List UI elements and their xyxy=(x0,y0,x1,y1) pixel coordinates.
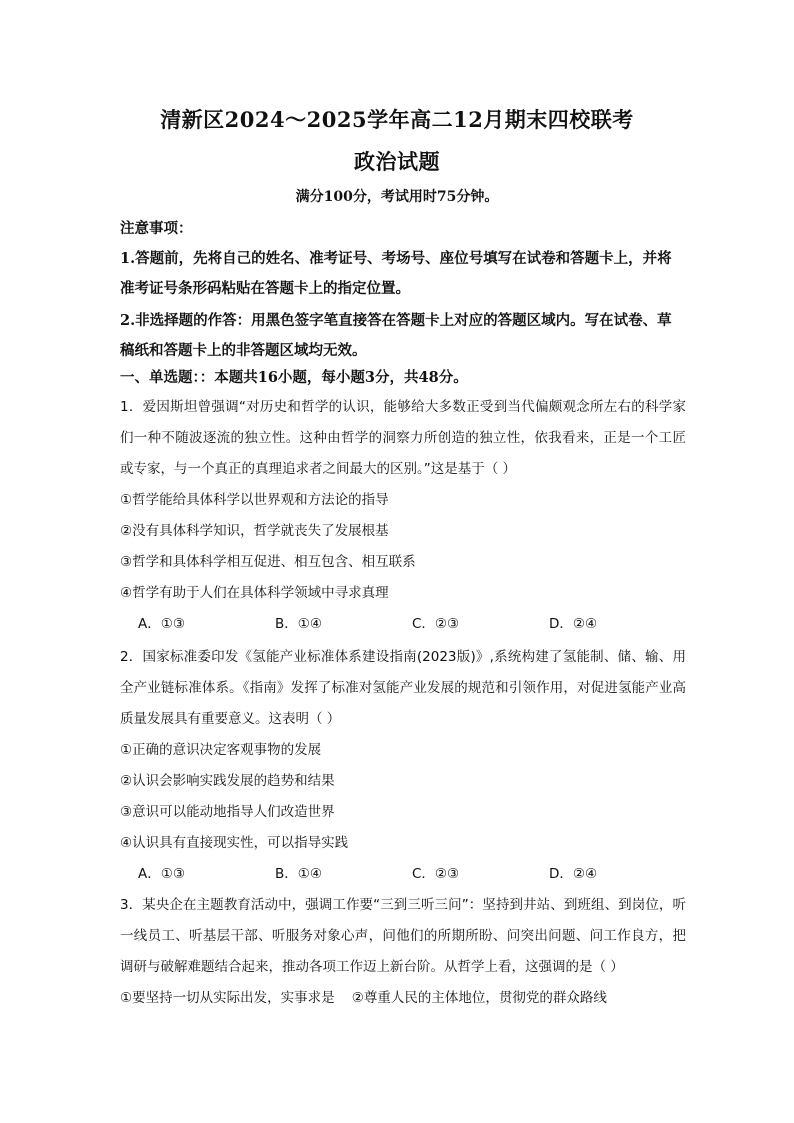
option-3: ③意识可以能动地指导人们改造世界 xyxy=(120,804,335,820)
question-3 xyxy=(120,890,686,1014)
choice-d: D．②④ xyxy=(549,866,598,882)
choice-b: B．①④ xyxy=(275,866,322,882)
answer-choices xyxy=(120,859,686,890)
option-2: ②没有具体科学知识，哲学就丧失了发展根基 xyxy=(120,523,389,539)
option-row xyxy=(120,983,686,1014)
question-1 xyxy=(120,392,686,640)
choice-b: B．①④ xyxy=(275,616,322,632)
option-3: ③哲学和具体科学相互促进、相互包含、相互联系 xyxy=(120,554,416,570)
option-1: ①哲学能给具体科学以世界观和方法论的指导 xyxy=(120,492,389,508)
option-4: ④哲学有助于人们在具体科学领域中寻求真理 xyxy=(120,585,389,601)
notice-heading: 注意事项： xyxy=(120,220,193,237)
choice-d: D．②④ xyxy=(549,616,598,632)
section-heading: 一、单选题：：本题共16小题，每小题3分，共48分。 xyxy=(120,369,468,386)
exam-title: 清新区2024～2025学年高二12月期末四校联考 xyxy=(160,107,634,132)
exam-meta: 满分100分，考试用时75分钟。 xyxy=(295,189,499,205)
question-stem: 2．国家标准委印发《氢能产业标准体系建设指南(2023版)》,系统构建了氢能制、储、输、用全产业链标准体系。《指南》发挥了标准对氢能产业发展的规范和引领作用，对促进氢能产业高质量发展具有重要意义。这表明（ ） xyxy=(120,649,686,727)
question-stem: 1．爱因斯坦曾强调“对历史和哲学的认识，能够给大多数正受到当代偏颇观念所左右的科学家们一种不随波逐流的独立性。这种由哲学的洞察力所创造的独立性，依我看来，正是一个工匠或专家，与一个真正的真理追求者之间最大的区别。”这是基于（ ） xyxy=(120,399,686,477)
notice-item-1: 1.答题前，先将自己的姓名、准考证号、考场号、座位号填写在试卷和答题卡上，并将准考证号条形码粘贴在答题卡上的指定位置。 xyxy=(120,250,672,297)
notice-item-2: 2.非选择题的作答：用黑色签字笔直接答在答题卡上对应的答题区域内。写在试卷、草稿纸和答题卡上的非答题区域均无效。 xyxy=(120,312,672,359)
option-1: ①要坚持一切从实际出发，实事求是 xyxy=(120,990,335,1006)
option-1: ①正确的意识决定客观事物的发展 xyxy=(120,742,322,758)
choice-c: C．②③ xyxy=(412,616,460,632)
choice-c: C．②③ xyxy=(412,866,460,882)
choice-a: A．①③ xyxy=(138,866,185,882)
option-2: ②尊重人民的主体地位，贯彻党的群众路线 xyxy=(351,990,607,1006)
option-4: ④认识具有直接现实性，可以指导实践 xyxy=(120,835,349,851)
option-2: ②认识会影响实践发展的趋势和结果 xyxy=(120,773,335,789)
question-2 xyxy=(120,642,686,890)
subject-title: 政治试题 xyxy=(354,149,440,174)
answer-choices xyxy=(120,609,686,640)
question-stem: 3．某央企在主题教育活动中，强调工作要“三到三听三问”：坚持到井站、到班组、到岗位，听一线员工、听基层干部、听服务对象心声，问他们的所期所盼、问突出问题、问工作良方，把调研与破解难题结合起来，推动各项工作迈上新台阶。从哲学上看，这强调的是（ ） xyxy=(120,897,686,975)
choice-a: A．①③ xyxy=(138,616,185,632)
